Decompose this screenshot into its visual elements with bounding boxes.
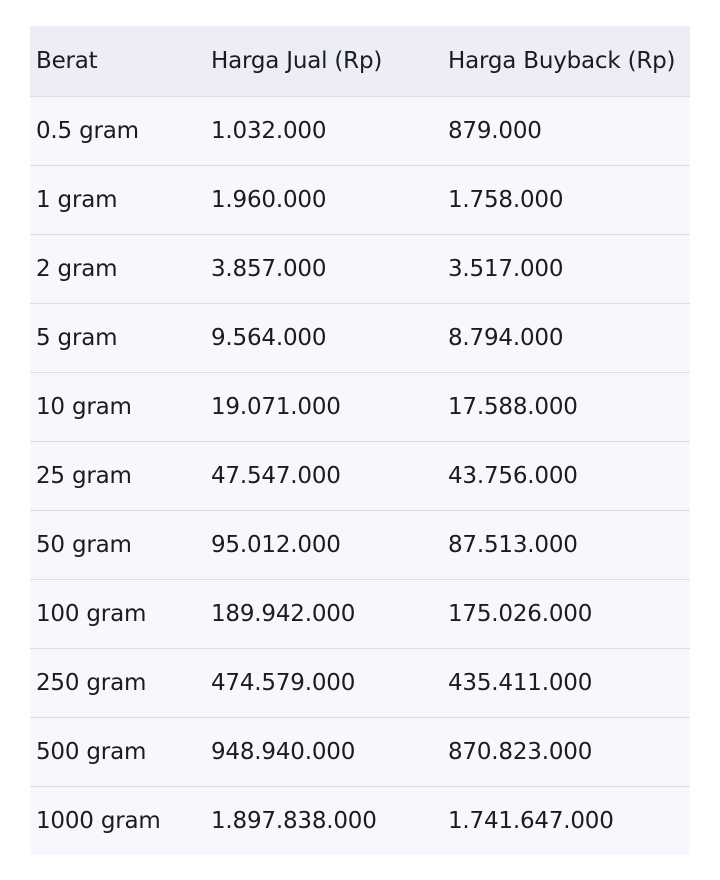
- cell-harga-buyback: 1.758.000: [448, 187, 564, 213]
- cell-harga-jual: 95.012.000: [211, 532, 341, 558]
- header-harga-jual: Harga Jual (Rp): [211, 48, 383, 74]
- header-harga-buyback: Harga Buyback (Rp): [448, 48, 676, 74]
- table-row: [30, 372, 690, 441]
- cell-harga-jual: 189.942.000: [211, 601, 356, 627]
- cell-harga-jual: 19.071.000: [211, 394, 341, 420]
- table-row: [30, 234, 690, 303]
- cell-harga-buyback: 870.823.000: [448, 739, 593, 765]
- cell-harga-jual: 948.940.000: [211, 739, 356, 765]
- cell-berat: 2 gram: [36, 256, 118, 282]
- cell-berat: 500 gram: [36, 739, 147, 765]
- cell-berat: 10 gram: [36, 394, 132, 420]
- table-row: [30, 165, 690, 234]
- cell-harga-jual: 474.579.000: [211, 670, 356, 696]
- table-row: [30, 579, 690, 648]
- cell-harga-buyback: 8.794.000: [448, 325, 564, 351]
- cell-berat: 0.5 gram: [36, 118, 139, 144]
- cell-berat: 5 gram: [36, 325, 118, 351]
- table-header: [30, 26, 690, 96]
- cell-berat: 250 gram: [36, 670, 147, 696]
- cell-harga-jual: 47.547.000: [211, 463, 341, 489]
- cell-harga-jual: 3.857.000: [211, 256, 327, 282]
- cell-harga-buyback: 3.517.000: [448, 256, 564, 282]
- cell-harga-buyback: 43.756.000: [448, 463, 578, 489]
- cell-harga-buyback: 1.741.647.000: [448, 808, 614, 834]
- cell-berat: 1000 gram: [36, 808, 161, 834]
- header-berat: Berat: [36, 48, 98, 74]
- cell-harga-jual: 1.032.000: [211, 118, 327, 144]
- cell-harga-jual: 1.897.838.000: [211, 808, 377, 834]
- cell-harga-jual: 1.960.000: [211, 187, 327, 213]
- cell-harga-buyback: 175.026.000: [448, 601, 593, 627]
- table-row: [30, 510, 690, 579]
- table-row: [30, 303, 690, 372]
- cell-harga-buyback: 879.000: [448, 118, 542, 144]
- cell-berat: 25 gram: [36, 463, 132, 489]
- table-row: [30, 717, 690, 786]
- table-row: [30, 96, 690, 165]
- cell-berat: 100 gram: [36, 601, 147, 627]
- cell-berat: 1 gram: [36, 187, 118, 213]
- cell-harga-buyback: 17.588.000: [448, 394, 578, 420]
- cell-harga-buyback: 87.513.000: [448, 532, 578, 558]
- table-row: [30, 441, 690, 510]
- table-row: [30, 786, 690, 855]
- cell-berat: 50 gram: [36, 532, 132, 558]
- cell-harga-jual: 9.564.000: [211, 325, 327, 351]
- table-row: [30, 648, 690, 717]
- gold-price-table: [30, 26, 690, 855]
- cell-harga-buyback: 435.411.000: [448, 670, 593, 696]
